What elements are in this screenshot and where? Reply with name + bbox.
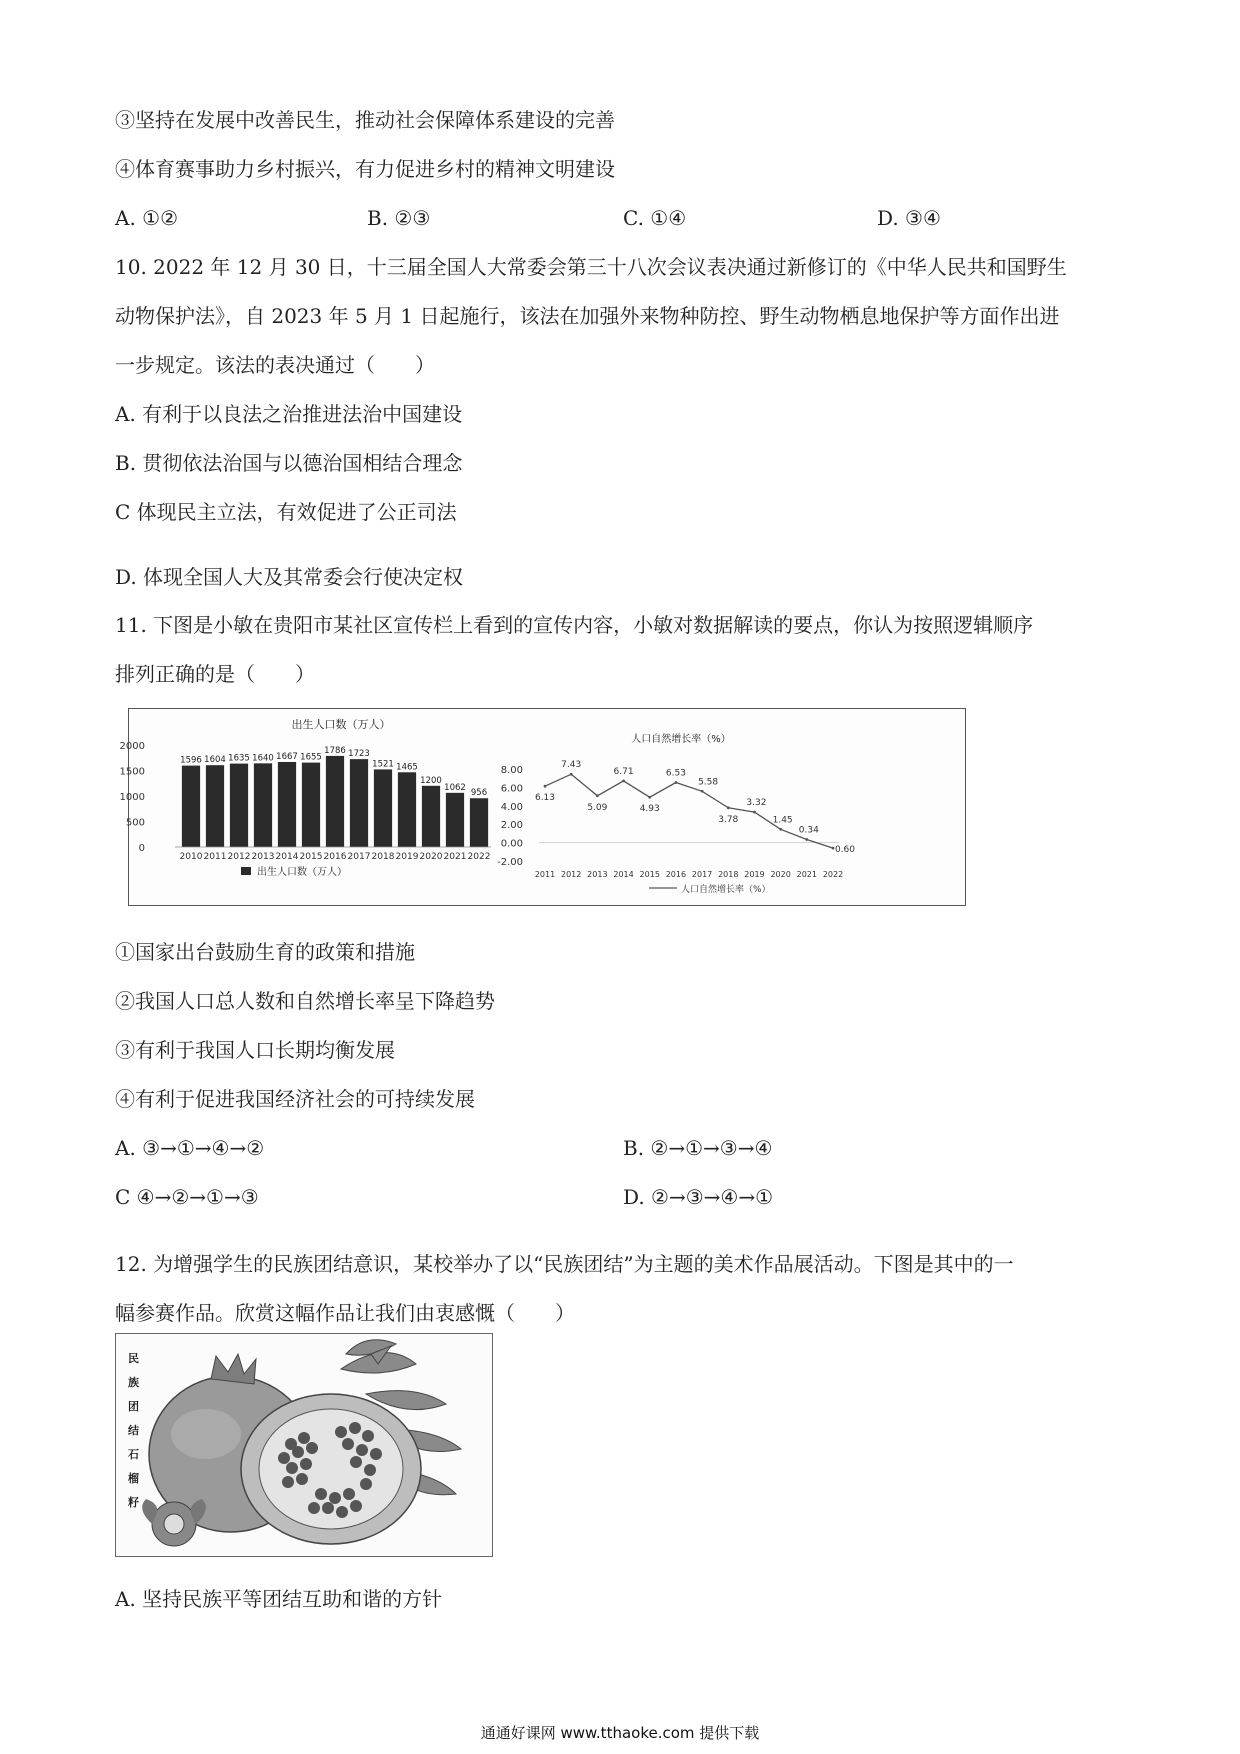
line-legend-label: 人口自然增长率（%） bbox=[681, 885, 771, 895]
pomegranate-artwork bbox=[115, 1333, 493, 1557]
bar-x-tick-label: 2010 bbox=[179, 852, 203, 862]
bar-x-tick-label: 2012 bbox=[227, 852, 251, 862]
line-value-label: 6.13 bbox=[534, 793, 556, 804]
line-point bbox=[727, 806, 730, 809]
population-chart bbox=[119, 709, 965, 905]
line-point bbox=[779, 828, 782, 831]
q11-choice-a: A. ③→①→④→② bbox=[115, 1136, 265, 1160]
line-value-label: 7.43 bbox=[561, 760, 582, 771]
line-point bbox=[753, 811, 756, 814]
bar-legend-swatch bbox=[241, 867, 251, 875]
q11-stem-line-1: 11. 下图是小敏在贵阳市某社区宣传栏上看到的宣传内容，小敏对数据解读的要点，你认为按照逻辑顺序 bbox=[115, 613, 1034, 637]
q11-point-2: ②我国人口总人数和自然增长率呈下降趋势 bbox=[115, 989, 495, 1013]
bar-chart-title: 出生人口数（万人） bbox=[291, 718, 391, 731]
line-value-label: 6.53 bbox=[665, 768, 686, 779]
q9-choice-d: D. ③④ bbox=[877, 206, 941, 230]
line-x-tick-label: 2016 bbox=[665, 870, 687, 879]
q9-statement-4: ④体育赛事助力乡村振兴，有力促进乡村的精神文明建设 bbox=[115, 157, 615, 181]
bar-value-label: 1604 bbox=[204, 755, 226, 766]
bar-mark bbox=[470, 798, 488, 847]
bar-mark bbox=[446, 793, 464, 847]
bar-value-label: 1786 bbox=[324, 745, 346, 756]
q12-choice-a: A. 坚持民族平等团结互助和谐的方针 bbox=[115, 1587, 443, 1611]
q9-statement-3: ③坚持在发展中改善民生，推动社会保障体系建设的完善 bbox=[115, 108, 615, 132]
bar-mark bbox=[206, 765, 224, 847]
q10-stem-line-2: 动物保护法》，自 2023 年 5 月 1 日起施行，该法在加强外来物种防控、野生动物栖息地保护等方面作出进 bbox=[115, 304, 1060, 328]
q11-choice-d: D. ②→③→④→① bbox=[623, 1185, 774, 1209]
line-x-tick-label: 2020 bbox=[770, 870, 791, 879]
line-value-label: 6.71 bbox=[613, 766, 634, 777]
artwork-char: 团 bbox=[128, 1400, 139, 1413]
bar-x-tick-label: 2017 bbox=[347, 852, 371, 862]
bar-y-tick-label: 1000 bbox=[119, 792, 145, 803]
bar-y-tick-label: 500 bbox=[125, 817, 145, 829]
artwork-char: 族 bbox=[128, 1376, 139, 1389]
bar-x-tick-label: 2021 bbox=[443, 852, 467, 862]
q9-choice-a: A. ①② bbox=[115, 206, 179, 230]
bar-mark bbox=[374, 769, 392, 847]
line-x-tick-label: 2011 bbox=[534, 870, 556, 879]
q12-stem-line-1: 12. 为增强学生的民族团结意识，某校举办了以“民族团结”为主题的美术作品展活动。下图是其中的一 bbox=[115, 1252, 1014, 1276]
line-value-label: 5.58 bbox=[698, 777, 719, 788]
bar-mark bbox=[398, 772, 416, 847]
bar-y-tick-label: 0 bbox=[138, 843, 145, 854]
line-chart-title: 人口自然增长率（%） bbox=[631, 734, 731, 745]
line-x-tick-label: 2014 bbox=[613, 870, 634, 879]
line-point bbox=[570, 773, 573, 776]
line-y-tick-label: 2.00 bbox=[500, 820, 523, 832]
bar-mark bbox=[350, 759, 368, 847]
bar-x-tick-label: 2019 bbox=[395, 852, 419, 862]
q11-stem-line-2: 排列正确的是（ ） bbox=[115, 662, 315, 686]
q11-point-1: ①国家出台鼓励生育的政策和措施 bbox=[115, 940, 415, 964]
line-x-tick-label: 2013 bbox=[587, 870, 608, 879]
bar-mark bbox=[254, 763, 272, 847]
bar-value-label: 956 bbox=[470, 788, 488, 799]
bar-value-label: 1465 bbox=[396, 762, 418, 773]
line-point bbox=[805, 838, 808, 841]
bar-x-tick-label: 2013 bbox=[251, 852, 275, 862]
line-point bbox=[648, 796, 651, 799]
bar-y-tick-label: 1500 bbox=[119, 766, 145, 778]
line-x-tick-label: 2019 bbox=[744, 870, 765, 879]
q12-stem-line-2: 幅参赛作品。欣赏这幅作品让我们由衷感慨（ ） bbox=[115, 1301, 575, 1325]
q11-choice-c: C ④→②→①→③ bbox=[115, 1185, 259, 1209]
line-point bbox=[675, 781, 678, 784]
line-y-tick-label: 8.00 bbox=[500, 765, 523, 776]
pomegranate-illustration bbox=[116, 1334, 492, 1556]
q10-stem-line-3: 一步规定。该法的表决通过（ ） bbox=[115, 353, 435, 377]
line-value-label: 1.45 bbox=[772, 815, 793, 826]
bar-mark bbox=[182, 766, 200, 847]
q11-point-4: ④有利于促进我国经济社会的可持续发展 bbox=[115, 1087, 475, 1111]
q10-choice-d: D. 体现全国人大及其常委会行使决定权 bbox=[115, 565, 464, 589]
line-x-tick-label: 2021 bbox=[796, 870, 817, 879]
artwork-char: 石 bbox=[128, 1448, 139, 1461]
bar-x-tick-label: 2014 bbox=[275, 852, 299, 862]
line-point bbox=[622, 779, 625, 782]
bar-mark bbox=[230, 764, 248, 847]
q11-point-3: ③有利于我国人口长期均衡发展 bbox=[115, 1038, 395, 1062]
line-value-label: 5.09 bbox=[587, 802, 608, 813]
bar-x-tick-label: 2022 bbox=[467, 852, 491, 862]
line-point bbox=[701, 790, 704, 793]
artwork-char: 结 bbox=[128, 1424, 139, 1437]
line-value-label: 3.78 bbox=[718, 814, 739, 825]
line-value-label: 4.93 bbox=[639, 804, 660, 815]
bar-x-tick-label: 2020 bbox=[419, 852, 443, 862]
q10-choice-a: A. 有利于以良法之治推进法治中国建设 bbox=[115, 402, 463, 426]
line-point bbox=[596, 794, 599, 797]
bar-value-label: 1596 bbox=[180, 755, 202, 766]
bar-y-tick-label: 2000 bbox=[119, 741, 145, 752]
q9-choice-b: B. ②③ bbox=[367, 206, 431, 230]
bar-value-label: 1635 bbox=[228, 753, 250, 764]
line-point bbox=[544, 785, 547, 788]
bar-mark bbox=[326, 756, 344, 847]
bar-value-label: 1062 bbox=[444, 782, 466, 793]
bar-value-label: 1667 bbox=[276, 751, 298, 762]
line-y-tick-label: 6.00 bbox=[500, 783, 523, 795]
bar-x-tick-label: 2016 bbox=[323, 852, 347, 862]
bar-value-label: 1723 bbox=[348, 749, 370, 760]
line-value-label: 3.32 bbox=[746, 798, 767, 809]
line-point bbox=[832, 847, 835, 850]
line-y-tick-label: 4.00 bbox=[500, 801, 523, 813]
population-chart-panel bbox=[119, 708, 966, 906]
bar-x-tick-label: 2011 bbox=[203, 852, 227, 862]
q10-stem-line-1: 10. 2022 年 12 月 30 日，十三届全国人大常委会第三十八次会议表决通过新修订的《中华人民共和国野生 bbox=[115, 255, 1067, 279]
cut-pomegranate bbox=[241, 1394, 421, 1544]
q10-choice-c: C 体现民主立法，有效促进了公正司法 bbox=[115, 500, 457, 524]
bar-value-label: 1640 bbox=[252, 753, 274, 764]
line-x-tick-label: 2017 bbox=[691, 870, 713, 879]
line-x-tick-label: 2022 bbox=[822, 870, 844, 879]
q10-choice-b: B. 贯彻依法治国与以德治国相结合理念 bbox=[115, 451, 463, 475]
q9-choice-c: C. ①④ bbox=[623, 206, 687, 230]
bar-value-label: 1521 bbox=[372, 759, 394, 770]
line-y-tick-label: -2.00 bbox=[497, 857, 523, 868]
line-value-label: 0.34 bbox=[798, 825, 819, 836]
line-x-tick-label: 2012 bbox=[561, 870, 582, 879]
artwork-char: 籽 bbox=[128, 1496, 139, 1509]
bar-x-tick-label: 2018 bbox=[371, 852, 395, 862]
bar-mark bbox=[422, 786, 440, 847]
artwork-char: 榴 bbox=[128, 1472, 139, 1485]
bar-x-tick-label: 2015 bbox=[299, 852, 323, 862]
flower-icon bbox=[142, 1499, 206, 1546]
bar-mark bbox=[302, 763, 320, 847]
bar-value-label: 1655 bbox=[300, 752, 322, 763]
bar-legend-label: 出生人口数（万人） bbox=[257, 867, 347, 878]
artwork-vertical-text bbox=[128, 1351, 139, 1509]
bar-value-label: 1200 bbox=[420, 775, 442, 786]
bar-mark bbox=[278, 762, 296, 847]
q11-choice-b: B. ②→①→③→④ bbox=[623, 1136, 773, 1160]
artwork-char: 民 bbox=[128, 1352, 139, 1365]
page-footer: 通通好课网 www.tthaoke.com 提供下载 bbox=[480, 1724, 760, 1742]
line-y-tick-label: 0.00 bbox=[500, 838, 523, 850]
line-value-label: 0.60 bbox=[834, 845, 856, 856]
line-x-tick-label: 2015 bbox=[639, 870, 660, 879]
line-x-tick-label: 2018 bbox=[718, 870, 739, 879]
